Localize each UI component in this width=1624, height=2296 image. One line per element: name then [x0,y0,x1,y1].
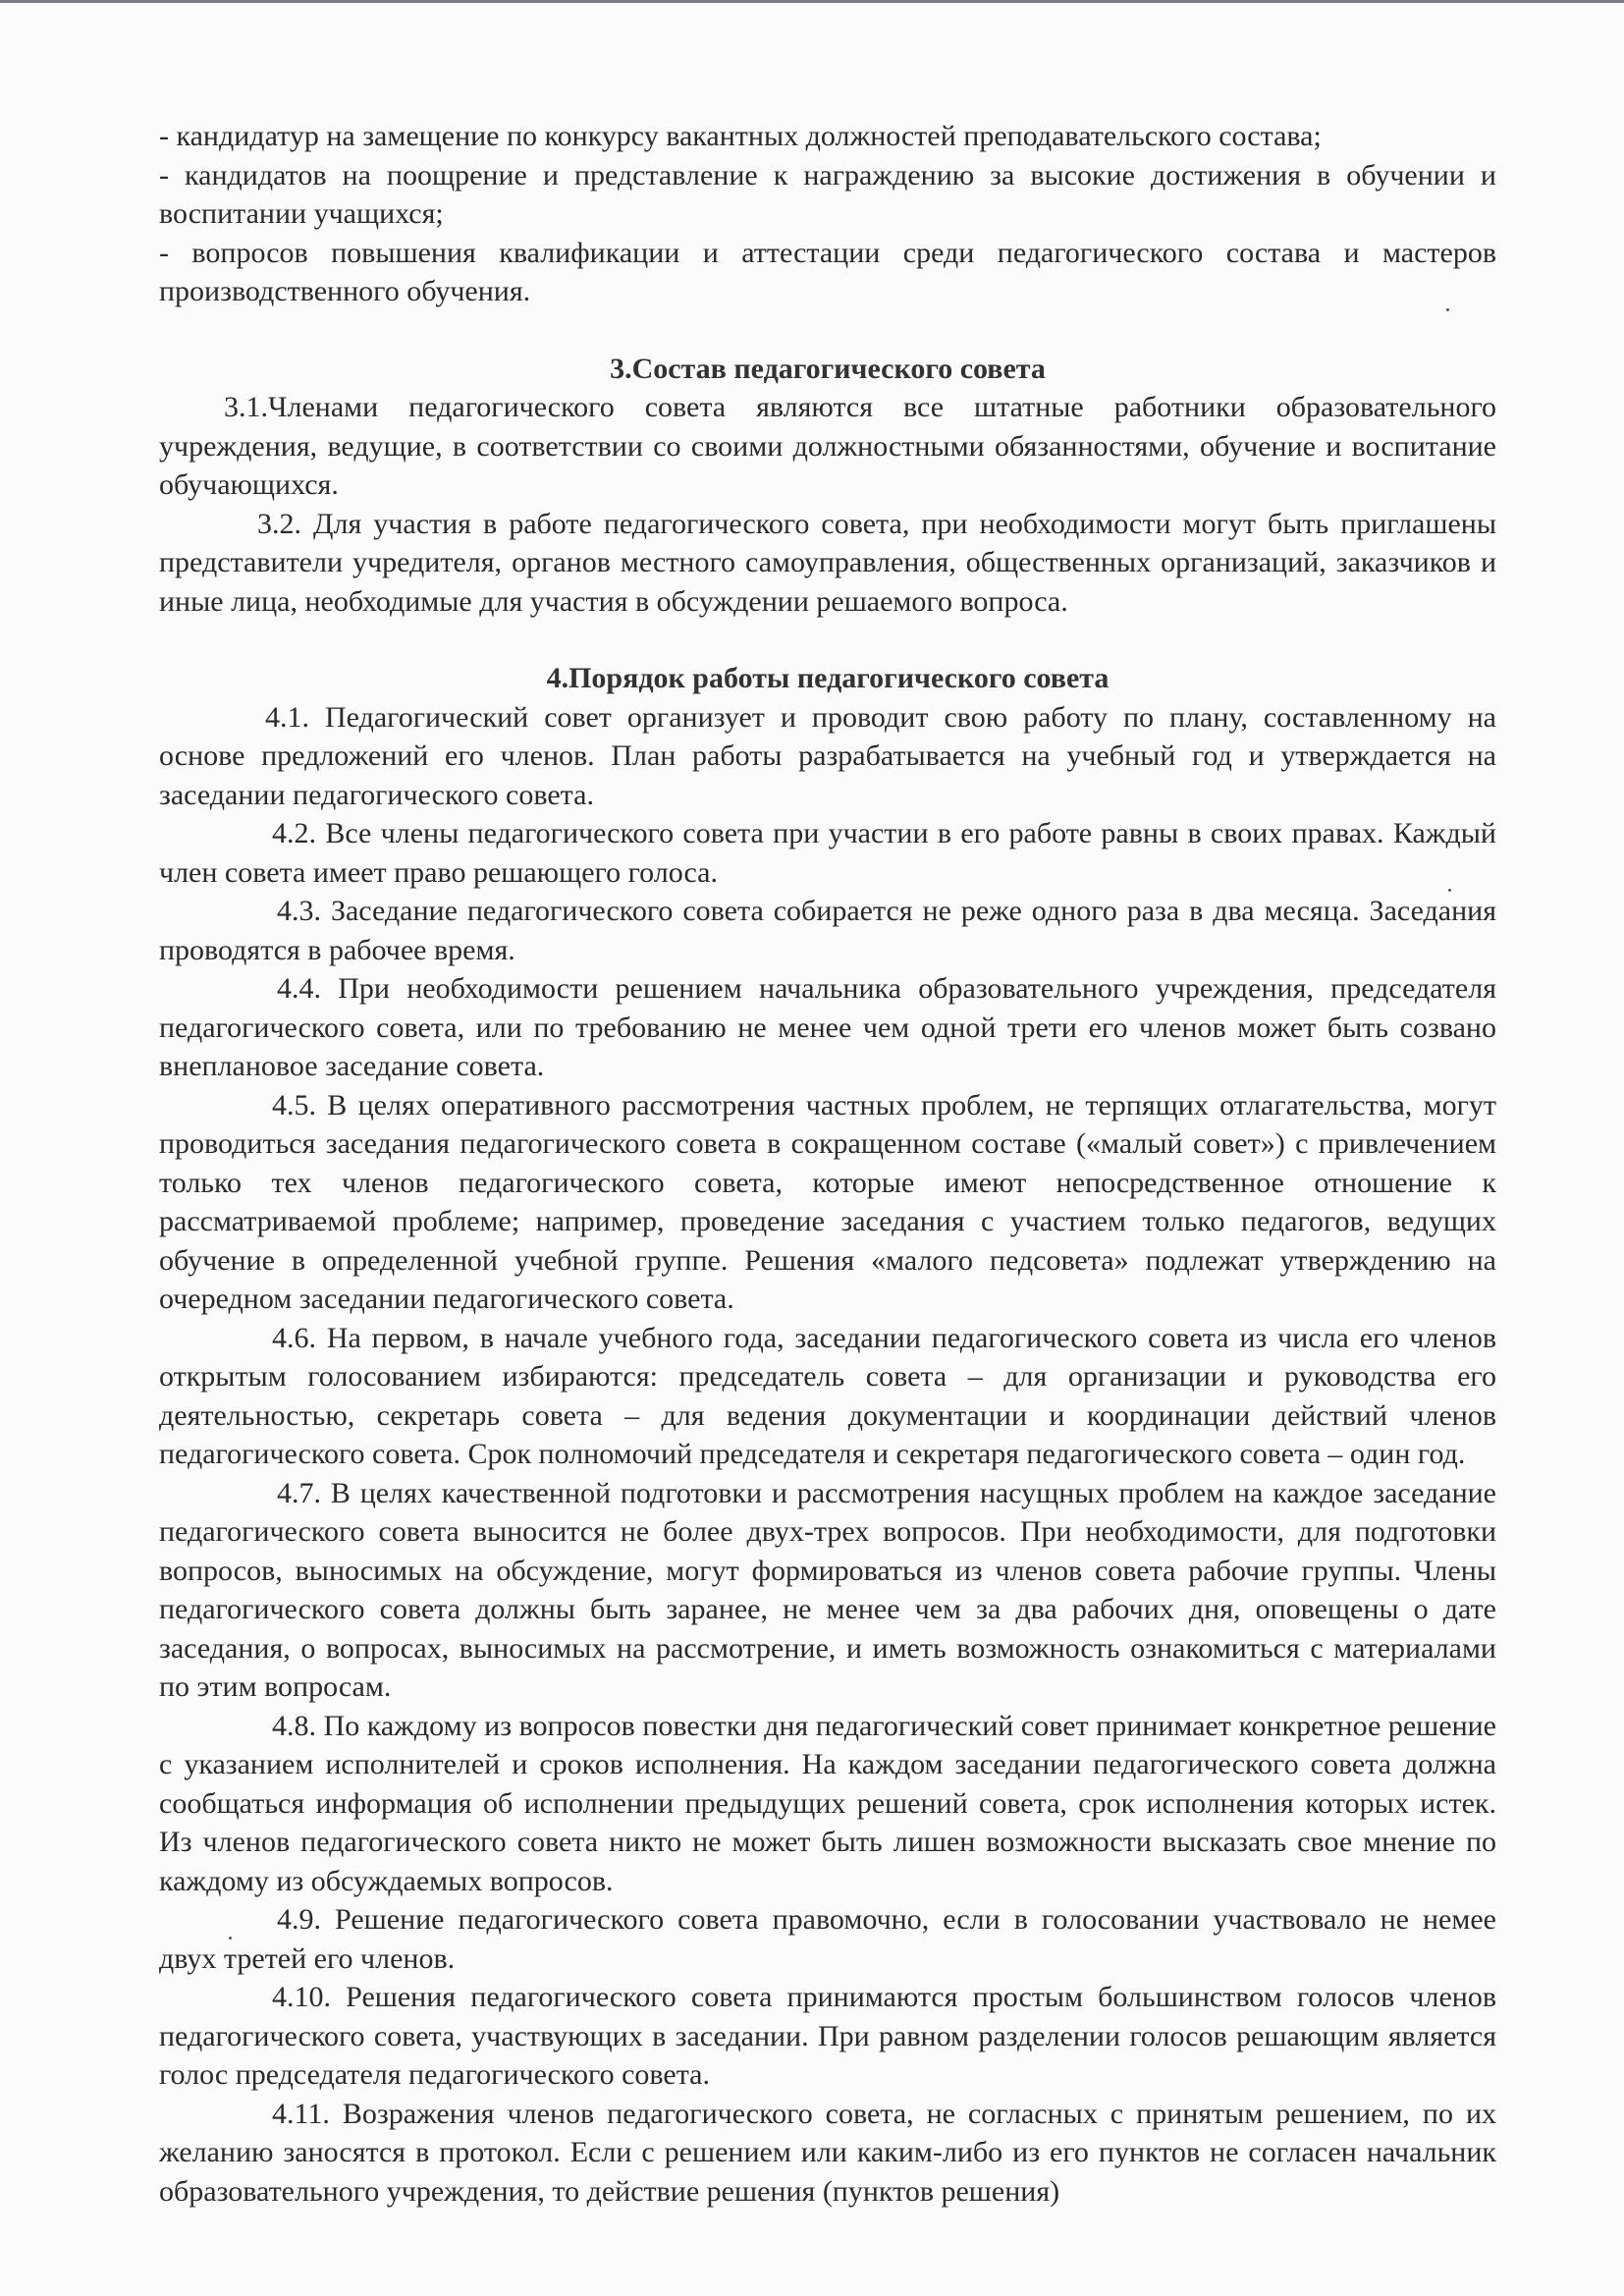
paragraph-4-11: 4.11. Возражения членов педагогического совета, не согласных с принятым решением, по их желанию заносятся в протокол. Если с решением или каким-либо из его пунктов не согласен начальник образовательного учреждения, то действие решения (пунктов решения) [159,2097,1496,2208]
scan-speck [229,1937,232,1940]
paragraph-3-1: 3.1.Членами педагогического совета являются все штатные работники образовательного учреждения, ведущие, в соответствии со своими должностными обязанностями, обучение и воспитание обучающихся. [159,391,1496,501]
paragraph-4-10: 4.10. Решения педагогического совета принимаются простым большинством голосов членов педагогического совета, участвующих в заседании. При равном разделении голосов решающим является голос председателя педагогического совета. [159,1981,1496,2091]
paragraph-3-2: 3.2. Для участия в работе педагогического совета, при необходимости могут быть приглашены представители учредителя, органов местного самоуправления, общественных организаций, заказчиков и иные лица, необходимые для участия в обсуждении решаемого вопроса. [159,507,1496,618]
paragraph-4-3: 4.3. Заседание педагогического совета собирается не реже одного раза в два месяца. Заседания проводятся в рабочее время. [159,895,1496,966]
document-body [159,117,1496,2211]
scan-speck [1448,889,1451,892]
paragraph-4-1: 4.1. Педагогический совет организует и проводит свою работу по плану, составленному на основе предложений его членов. План работы разрабатывается на учебный год и утверждается на заседании педагогического совета. [159,700,1496,811]
paragraph-4-5: 4.5. В целях оперативного рассмотрения частных проблем, не терпящих отлагательства, могут проводиться заседания педагогического совета в сокращенном составе («малый совет») с привлечением только тех членов педагогического совета, которые имеют непосредственное отношение к рассматриваемой проблеме; например, проведение заседания с участием только педагогов, ведущих обучение в определенной учебной группе. Решения «малого педсовета» подлежат утверждению на очередном заседании педагогического совета. [159,1088,1496,1315]
paragraph-4-7: 4.7. В целях качественной подготовки и рассмотрения насущных проблем на каждое заседание педагогического совета выносится не более двух-трех вопросов. При необходимости, для подготовки вопросов, выносимых на обсуждение, могут формироваться из членов совета рабочие группы. Члены педагогического совета должны быть заранее, не менее чем за два рабочих дня, оповещены о дате заседания, о вопросах, выносимых на рассмотрение, и иметь возможность ознакомиться с материалами по этим вопросам. [159,1476,1496,1703]
paragraph-4-9: 4.9. Решение педагогического совета правомочно, если в голосовании участвовало не немее двух третей его членов. [159,1903,1496,1975]
scan-top-edge [0,0,1624,3]
list-item: - вопросов повышения квалификации и аттестации среди педагогического состава и мастеров производственного обучения. [159,236,1496,307]
list-item: - кандидатур на замещение по конкурсу вакантных должностей преподавательского состава; [159,120,1322,152]
paragraph-4-8: 4.8. По каждому из вопросов повестки дня педагогический совет принимает конкретное решение с указанием исполнителей и сроков исполнения. На каждом заседании педагогического совета должна сообщаться информация об исполнении предыдущих решений совета, срок исполнения которых истек. Из членов педагогического совета никто не может быть лишен возможности высказать свое мнение по каждому из обсуждаемых вопросов. [159,1709,1496,1897]
section-4-heading: 4.Порядок работы педагогического совета [546,662,1110,694]
section-3-heading: 3.Состав педагогического совета [610,352,1046,385]
scan-speck [1446,308,1449,311]
paragraph-4-4: 4.4. При необходимости решением начальника образовательного учреждения, председателя педагогического совета, или по требованию не менее чем одной трети его членов может быть созвано внеплановое заседание совета. [159,972,1496,1082]
list-item: - кандидатов на поощрение и представление к награждению за высокие достижения в обучении и воспитании учащихся; [159,158,1496,230]
paragraph-4-6: 4.6. На первом, в начале учебного года, заседании педагогического совета из числа его членов открытым голосованием избираются: председатель совета – для организации и руководства его деятельностью, секретарь совета – для ведения документации и координации действий членов педагогического совета. Срок полномочий председателя и секретаря педагогического совета – один год. [159,1321,1496,1470]
paragraph-4-2: 4.2. Все члены педагогического совета при участии в его работе равны в своих правах. Каждый член совета имеет право решающего голоса. [159,817,1496,889]
